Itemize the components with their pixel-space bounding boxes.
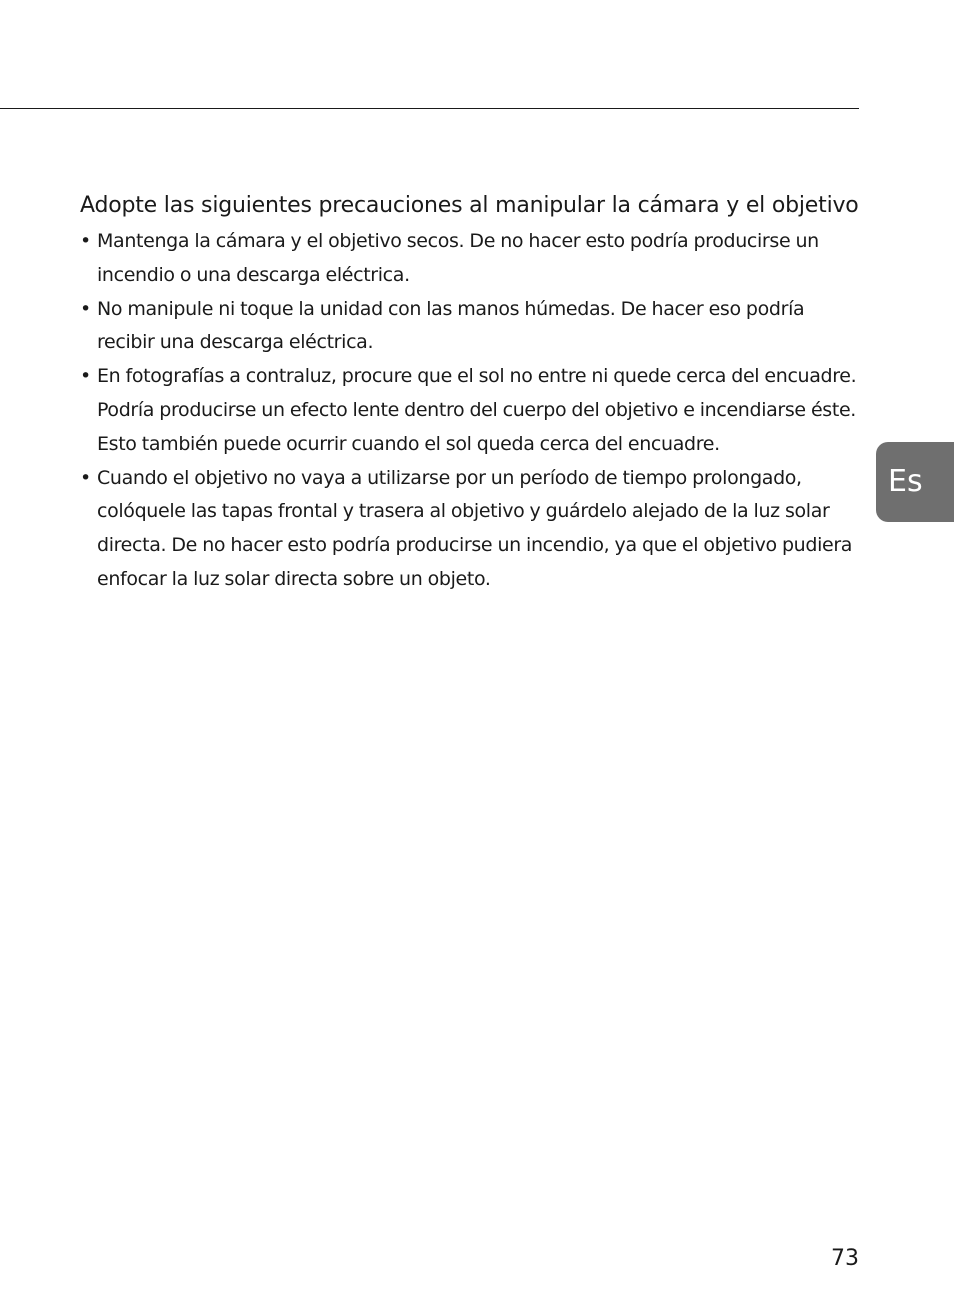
bullet-icon: • <box>80 230 91 252</box>
bullet-icon: • <box>80 466 91 489</box>
header-rule <box>0 108 859 109</box>
language-tab: Es <box>876 442 954 522</box>
list-item-text: No manipule ni toque la unidad con las manos húmedas. De hacer eso podría recibir una descarga eléctrica. <box>97 297 805 354</box>
bullet-icon: • <box>80 365 91 388</box>
precautions-section <box>80 187 862 597</box>
list-item-text: Mantenga la cámara y el objetivo secos. De no hacer esto podría producirse un incendio o una descarga eléctrica. <box>97 230 819 286</box>
page-number: 73 <box>831 1246 859 1271</box>
list-item <box>80 225 862 293</box>
list-item-text: Cuando el objetivo no vaya a utilizarse por un período de tiempo prolongado, colóquele las tapas frontal y trasera al objetivo y guárdelo alejado de la luz solar directa. De no hacer esto podría producirse un incendio, ya que el objetivo pudiera enfocar la luz solar directa sobre un objeto. <box>97 466 853 590</box>
list-item-text: En fotografías a contraluz, procure que el sol no entre ni quede cerca del encuadre. Podría producirse un efecto lente dentro del cuerpo del objetivo e incendiarse éste. Esto también puede ocurrir cuando el sol queda cerca del encuadre. <box>97 365 857 455</box>
list-item <box>80 293 862 361</box>
precautions-list <box>80 225 862 597</box>
list-item <box>80 462 862 597</box>
list-item <box>80 360 862 461</box>
bullet-icon: • <box>80 297 91 320</box>
section-heading: Adopte las siguientes precauciones al manipular la cámara y el objetivo <box>80 193 859 218</box>
